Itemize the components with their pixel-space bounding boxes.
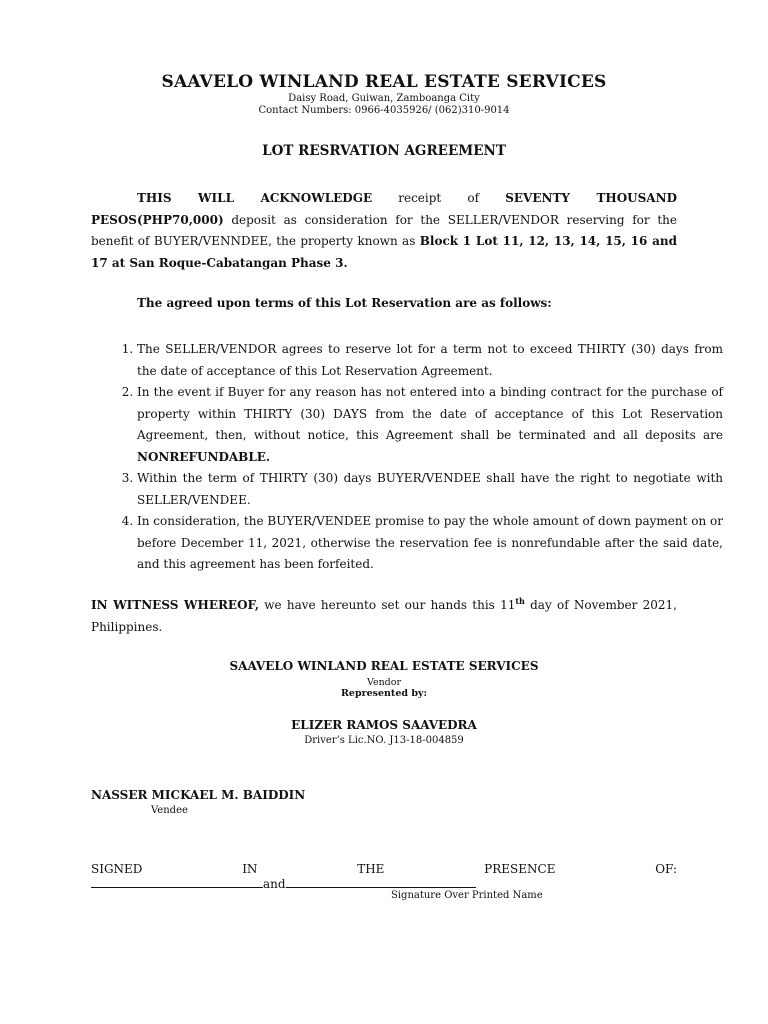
- intro-end: .: [343, 255, 348, 270]
- company-name: SAAVELO WINLAND REAL ESTATE SERVICES: [161, 72, 607, 92]
- company-contact: Contact Numbers: 0966-4035926/ (062)310-9014: [258, 105, 510, 116]
- witness-lead: IN WITNESS WHEREOF,: [91, 598, 260, 612]
- intro-body: deposit as consideration for the SELLER/VENDOR reserving for the benefit of BUYER/VENNDEE, the property known as: [91, 212, 677, 248]
- represented-by: Represented by:: [341, 688, 427, 699]
- term-item: [137, 382, 723, 468]
- term-2-bold: NONREFUNDABLE.: [137, 449, 271, 464]
- signed-word: THE: [357, 862, 385, 876]
- vendor-signatory: ELIZER RAMOS SAAVEDRA: [291, 718, 477, 732]
- term-3-text: Within the term of THIRTY (30) days BUYER/VENDEE shall have the right to negotiate with SELLER/VENDEE.: [137, 471, 723, 507]
- term-1-text: The SELLER/VENDOR agrees to reserve lot for a term not to exceed THIRTY (30) days from the date of acceptance of this Lot Reservation Agreement.: [137, 342, 723, 378]
- witness-text: we have hereunto set our hands this 11: [259, 598, 516, 612]
- intro-amount: SEVENTY THOUSAND PESOS(PHP70,000): [91, 191, 677, 227]
- term-2-text: In the event if Buyer for any reason has not entered into a binding contract for the purchase of property within THIRTY (30) DAYS from the date of acceptance of this Lot Reservation Agreement, then, without notice, this Agreement shall be terminated and all deposits are: [137, 385, 723, 442]
- signed-in-presence: [91, 862, 677, 876]
- witness-2-signature-line[interactable]: [286, 876, 476, 888]
- witness-paragraph: [91, 591, 677, 638]
- vendor-company: SAAVELO WINLAND REAL ESTATE SERVICES: [229, 659, 539, 673]
- vendor-role: Vendor: [366, 677, 402, 688]
- signed-word: SIGNED: [91, 862, 143, 876]
- term-item: [137, 339, 723, 382]
- signature-caption: Signature Over Printed Name: [391, 890, 543, 901]
- company-address: Daisy Road, Guiwan, Zamboanga City: [288, 93, 480, 104]
- witness-sup: th: [515, 596, 525, 606]
- vendee-name: NASSER MICKAEL M. BAIDDIN: [91, 788, 306, 802]
- document-title: LOT RESRVATION AGREEMENT: [262, 143, 506, 159]
- intro-property: Block 1 Lot 11, 12, 13, 14, 15, 16 and 17 at San Roque-Cabatangan Phase 3: [91, 234, 678, 270]
- terms-list: [91, 339, 723, 576]
- witness-signature-lines: [91, 876, 476, 891]
- terms-heading: The agreed upon terms of this Lot Reservation are as follows:: [137, 296, 552, 310]
- intro-paragraph: [91, 188, 677, 274]
- signed-word: OF:: [655, 862, 677, 876]
- signature-and: and: [263, 877, 286, 891]
- vendor-license: Driver’s Lic.NO. J13-18-004859: [304, 735, 464, 746]
- signed-word: PRESENCE: [484, 862, 556, 876]
- witness-1-signature-line[interactable]: [91, 876, 263, 888]
- vendee-role: Vendee: [151, 805, 188, 816]
- intro-receipt: receipt of: [372, 191, 506, 205]
- term-4-text: In consideration, the BUYER/VENDEE promise to pay the whole amount of down payment on or before December 11, 2021, otherwise the reservation fee is nonrefundable after the said date, and this agreement has been forfeited.: [137, 514, 723, 571]
- witness-end: day of November 2021, Philippines.: [91, 598, 677, 634]
- term-item: [137, 511, 723, 576]
- term-item: [137, 468, 723, 511]
- signed-word: IN: [242, 862, 258, 876]
- intro-acknowledge: THIS WILL ACKNOWLEDGE: [137, 191, 373, 205]
